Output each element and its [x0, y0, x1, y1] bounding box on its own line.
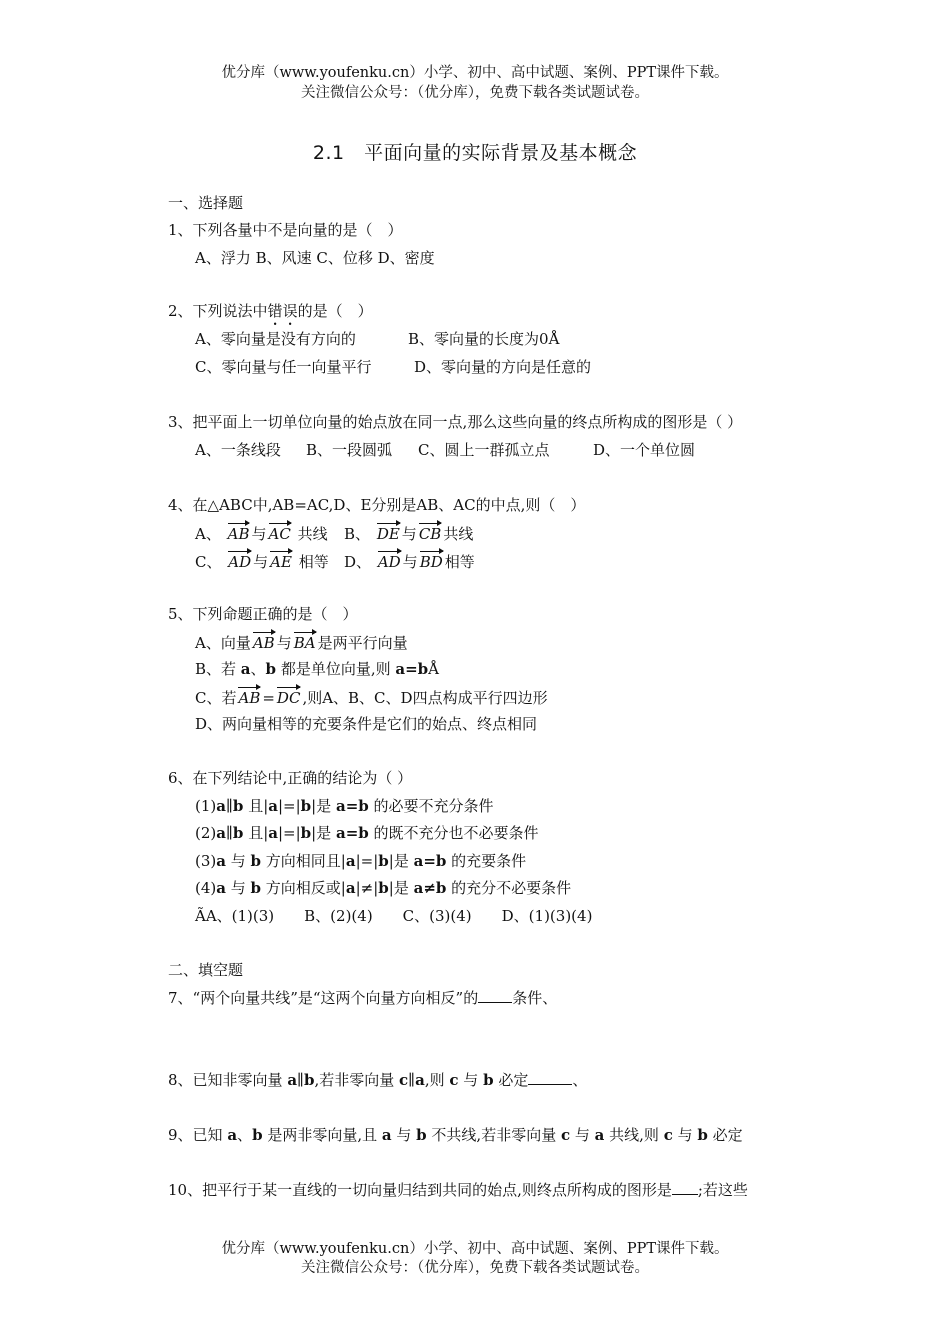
- s1-b: b: [232, 797, 244, 815]
- s1-pre: (1): [195, 797, 217, 815]
- q8-mid2: ,则: [424, 1071, 450, 1089]
- q9-pre: 9、已知: [168, 1126, 228, 1144]
- q1-stem: 1、下列各量中不是向量的是（ ）: [168, 221, 403, 239]
- s4-eq: a≠b: [413, 879, 447, 897]
- s1-eq: a=b: [336, 797, 369, 815]
- s1-mid: 且|: [243, 797, 269, 815]
- q3-stem: 3、把平面上一切单位向量的始点放在同一点,那么这些向量的终点所构成的图形是（ ）: [168, 413, 743, 431]
- q2-stem-pre: 2、下列说法中: [168, 302, 268, 320]
- q10-blank[interactable]: [672, 1180, 698, 1195]
- q9-tail: 必定: [707, 1126, 743, 1144]
- q8-stem: [168, 1070, 587, 1090]
- q8-b: b: [303, 1071, 315, 1089]
- q4-option-b: [344, 522, 473, 544]
- q9-b3: b: [697, 1126, 708, 1144]
- q4-b-label: B、: [344, 525, 371, 543]
- s2-b2: b: [300, 824, 312, 842]
- s1-par: ∥: [225, 797, 233, 815]
- q9-mid4: 与: [570, 1126, 595, 1144]
- s3-mid: 与: [225, 852, 251, 870]
- q5-b-tail: Å: [428, 660, 439, 678]
- q8-c: c: [399, 1071, 409, 1089]
- vector-ac: AC: [269, 522, 291, 544]
- s4-a: a: [216, 879, 226, 897]
- q4-c-label: C、: [195, 553, 222, 571]
- q3-option-c: C、圆上一群孤立点: [418, 441, 550, 459]
- s4-mid1: 方向相反或|: [261, 879, 346, 897]
- vector-ae: AE: [270, 550, 292, 572]
- q6-statement-3: [195, 851, 526, 871]
- s3-b2: b: [378, 852, 389, 870]
- q9-mid3: 不共线,若非零向量: [426, 1126, 561, 1144]
- q8-pre: 8、已知非零向量: [168, 1071, 288, 1089]
- q2-option-d: D、零向量的方向是任意的: [414, 358, 592, 376]
- q9-sep: 、: [237, 1126, 253, 1144]
- q3-option-d: D、一个单位圆: [593, 441, 696, 459]
- q9-b2: b: [416, 1126, 427, 1144]
- section-fill-in: 二、填空题: [168, 961, 244, 979]
- q8-b2: b: [483, 1071, 494, 1089]
- q5-b-sep: 、: [250, 660, 266, 678]
- vector-ab: AB: [228, 522, 250, 544]
- s1-a2: a: [268, 797, 278, 815]
- q7-blank[interactable]: [478, 988, 512, 1003]
- q5-stem: 5、下列命题正确的是（ ）: [168, 605, 358, 623]
- q7-tail: 条件、: [512, 989, 558, 1007]
- q7-stem: [168, 988, 557, 1008]
- s1-tail: 的必要不充分条件: [368, 797, 494, 815]
- q8-par: ∥: [297, 1071, 304, 1089]
- q2-option-c: C、零向量与任一向量平行: [195, 358, 372, 376]
- q4-stem: 4、在△ABC中,AB=AC,D、E分别是AB、AC的中点,则（ ）: [168, 496, 586, 514]
- q4-d-mid: 与: [402, 553, 418, 571]
- q2-emphasis-2: 误: [282, 302, 298, 320]
- q5-b-mid: 都是单位向量,则: [276, 660, 396, 678]
- q5-option-b: [195, 659, 439, 679]
- q5-c-eq: =: [262, 689, 275, 707]
- q9-mid: 是两非零向量,且: [262, 1126, 382, 1144]
- q3-option-b: B、一段圆弧: [306, 441, 393, 459]
- s4-tail: 的充分不必要条件: [446, 879, 572, 897]
- s3-mid2: |=|: [355, 852, 379, 870]
- vector-ab-q5c: AB: [238, 686, 260, 708]
- q10-pre: 10、把平行于某一直线的一切向量归结到共同的始点,则终点所构成的图形是: [168, 1181, 672, 1199]
- s1-mid3: |是: [311, 797, 336, 815]
- q8-mid: ,若非零向量: [314, 1071, 400, 1089]
- s2-b: b: [232, 824, 244, 842]
- q6-options: ÃA、(1)(3) B、(2)(4) C、(3)(4) D、(1)(3)(4): [195, 907, 593, 925]
- s2-mid3: |是: [311, 824, 336, 842]
- q4-a-label: A、: [195, 525, 221, 543]
- s1-b2: b: [300, 797, 312, 815]
- q5-a-mid: 与: [276, 634, 292, 652]
- q9-mid6: 与: [672, 1126, 698, 1144]
- s3-pre: (3): [195, 852, 217, 870]
- q8-a2: a: [415, 1071, 425, 1089]
- q8-c2: c: [449, 1071, 459, 1089]
- q4-option-a: [195, 522, 328, 544]
- q5-b-pre: B、若: [195, 660, 241, 678]
- q9-a: a: [227, 1126, 238, 1144]
- q4-a-mid: 与: [251, 525, 267, 543]
- q5-option-d: D、两向量相等的充要条件是它们的始点、终点相同: [195, 715, 538, 733]
- header-line-1: 优分库（www.youfenku.cn）小学、初中、高中试题、案例、PPT课件下载。: [221, 65, 729, 81]
- q9-mid2: 与: [391, 1126, 417, 1144]
- s3-a: a: [216, 852, 226, 870]
- s3-eq: a=b: [413, 852, 447, 870]
- q6-statement-2: [195, 823, 539, 843]
- q2-stem-post: 的是（ ）: [297, 302, 373, 320]
- q8-tail: 、: [572, 1071, 588, 1089]
- s2-a: a: [216, 824, 226, 842]
- s2-par: ∥: [225, 824, 233, 842]
- q2-emphasis-1: 错: [267, 302, 283, 320]
- vector-ad-2: AD: [378, 550, 401, 572]
- footer-line-2: 关注微信公众号：（优分库），免费下载各类试题试卷。: [301, 1260, 649, 1276]
- q8-a: a: [287, 1071, 298, 1089]
- q4-option-d: [344, 550, 475, 572]
- q5-c-pre: C、若: [195, 689, 237, 707]
- footer-line-1: 优分库（www.youfenku.cn）小学、初中、高中试题、案例、PPT课件下载。: [221, 1241, 729, 1257]
- q5-b-a: a: [240, 660, 251, 678]
- q8-blank[interactable]: [528, 1070, 572, 1085]
- q5-option-a: [195, 631, 408, 653]
- vector-bd: BD: [420, 550, 443, 572]
- q4-a-tail: 共线: [297, 525, 328, 543]
- q5-b-b: b: [265, 660, 277, 678]
- vector-ba: BA: [294, 631, 316, 653]
- s4-mid2: |≠|: [355, 879, 379, 897]
- s4-mid3: |是: [388, 879, 414, 897]
- s4-a2: a: [345, 879, 356, 897]
- q9-a3: a: [594, 1126, 605, 1144]
- q4-c-tail: 相等: [298, 553, 329, 571]
- q9-b: b: [252, 1126, 263, 1144]
- q1-options: A、浮力 B、风速 C、位移 D、密度: [195, 249, 435, 267]
- vector-ad: AD: [228, 550, 251, 572]
- q9-c2: c: [663, 1126, 673, 1144]
- q8-mid3: 与: [458, 1071, 484, 1089]
- q4-b-mid: 与: [401, 525, 417, 543]
- q4-d-label: D、: [344, 553, 372, 571]
- s2-tail: 的既不充分也不必要条件: [368, 824, 539, 842]
- s3-b: b: [250, 852, 262, 870]
- q4-b-tail: 共线: [443, 525, 474, 543]
- vector-de: DE: [377, 522, 400, 544]
- s2-pre: (2): [195, 824, 217, 842]
- q7-stem-text: 7、“两个向量共线”是“这两个向量方向相反”的: [168, 989, 479, 1007]
- q9-a2: a: [381, 1126, 392, 1144]
- page-title: 2.1 平面向量的实际背景及基本概念: [312, 142, 638, 164]
- s1-a: a: [216, 797, 226, 815]
- q4-d-tail: 相等: [444, 553, 475, 571]
- s3-a2: a: [345, 852, 356, 870]
- s4-pre: (4): [195, 879, 217, 897]
- q9-mid5: 共线,则: [604, 1126, 664, 1144]
- q8-par2: ∥: [408, 1071, 416, 1089]
- q3-option-a: A、一条线段: [195, 441, 281, 459]
- s4-mid: 与: [225, 879, 251, 897]
- q2-stem: [168, 301, 373, 321]
- q2-option-a: A、零向量是没有方向的: [195, 330, 356, 348]
- s2-eq: a=b: [336, 824, 369, 842]
- section-choice: 一、选择题: [168, 194, 244, 212]
- vector-ab-q5: AB: [253, 631, 275, 653]
- q9-c: c: [560, 1126, 571, 1144]
- s1-mid2: |=|: [277, 797, 301, 815]
- s3-tail: 的充要条件: [446, 852, 527, 870]
- q8-mid4: 必定: [493, 1071, 529, 1089]
- q4-option-c: [195, 550, 329, 572]
- s2-mid2: |=|: [277, 824, 301, 842]
- q2-option-b: B、零向量的长度为0Å: [408, 330, 560, 348]
- q9-stem: [168, 1125, 743, 1145]
- header-line-2: 关注微信公众号：（优分库），免费下载各类试题试卷。: [301, 85, 649, 101]
- vector-cb: CB: [419, 522, 442, 544]
- q6-statement-4: [195, 878, 571, 898]
- s3-mid3: |是: [388, 852, 414, 870]
- q5-a-pre: A、向量: [195, 634, 251, 652]
- q5-a-tail: 是两平行向量: [317, 634, 408, 652]
- s4-b2: b: [378, 879, 389, 897]
- q5-option-c: [195, 686, 548, 708]
- q4-c-mid: 与: [253, 553, 269, 571]
- q5-c-tail: ,则A、B、C、D四点构成平行四边形: [302, 689, 548, 707]
- q6-stem: 6、在下列结论中,正确的结论为（ ）: [168, 769, 413, 787]
- q10-tail: ;若这些: [697, 1181, 748, 1199]
- vector-dc: DC: [277, 686, 301, 708]
- q10-stem: [168, 1180, 748, 1200]
- s2-a2: a: [268, 824, 278, 842]
- s4-b: b: [250, 879, 262, 897]
- q5-b-eq: a=b: [395, 660, 429, 678]
- q6-statement-1: [195, 796, 494, 816]
- s3-mid1: 方向相同且|: [261, 852, 346, 870]
- s2-mid: 且|: [243, 824, 269, 842]
